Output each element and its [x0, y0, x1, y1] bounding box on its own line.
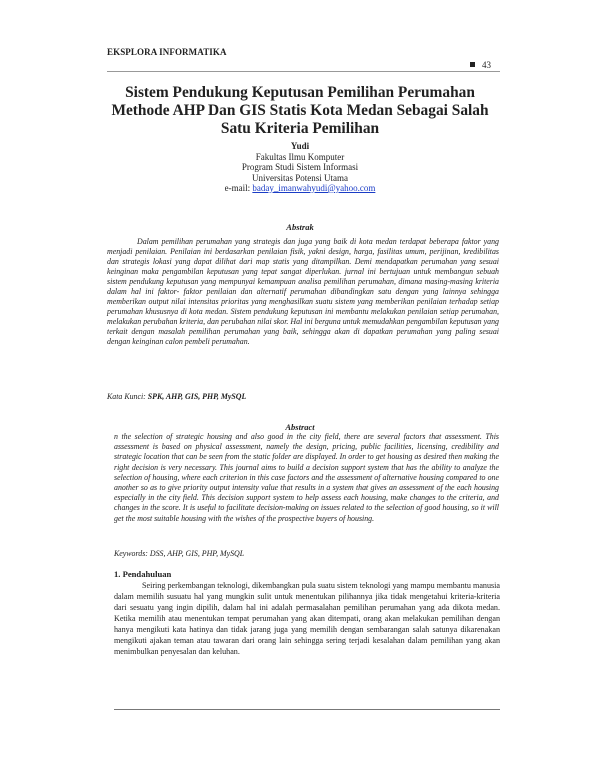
paper-title: Sistem Pendukung Keputusan Pemilihan Perumahan Methode AHP Dan GIS Statis Kota Medan Sebagai Salah Satu Kriteria Pemilihan — [111, 84, 489, 137]
keywords-label: Keywords: — [114, 549, 148, 558]
introduction-text: Seiring perkembangan teknologi, dikembangkan pula suatu sistem teknologi yang mampu membantu manusia dalam memilih susuatu hal yang mungkin sulit untuk menentukan pilihannya jika tidak mengetahui kriteria-kriteria dari sesuatu yang ingin dipilih, dalam hal ini adalah permasalahan pemilihan perumahan yang ada dikota medan. Ketika memilih atau menentukan tempat perumahan yang akan ditempati, orang akan melakukan pemilihan dengan hanya mengikuti kata hatinya dan tidak jarang juga yang memilih dengan sembarangan salah satunya dikarenakan mengikuti ajakan teman atau tawaran dari orang lain sehingga sering terjadi kesalahan dalam pemilihan yang akan menimbulkan penyesalan dan keluhan. — [114, 581, 500, 656]
kata-kunci-line — [107, 392, 499, 401]
footer-divider — [114, 709, 500, 710]
kata-kunci-label: Kata Kunci: — [107, 392, 146, 401]
abstract-body: n the selection of strategic housing and also good in the city field, there are several factors that assessment. This assessment is based on physical assessment, namely the design, pricing, public facilities, licensing, credibility and strategic location that can be seen from the static folder are displayed. In order to get housing as desired then making the right decision is very necessary. This journal aims to build a decision support system that has the ability to analyze the selection of housing, where each criterion in this case factors and the assessment of alternative housing compared to one another so as to give priority output intensity value that results in a system that gives an assessment of the each housing especially in the city field. This decision support system to help assess each housing, make changes to the criteria, and changes in the score. It is useful to facilitate decision-making on issues related to the selection of good housing, so it will get the most suitable housing with the wishes of the prospective buyers of housing. — [114, 432, 499, 523]
author-email-link[interactable]: baday_imanwahyudi@yahoo.com — [252, 182, 376, 193]
email-label: e-mail: — [224, 182, 251, 193]
keywords-line — [114, 549, 499, 558]
author-university: Universitas Potensi Utama — [252, 172, 348, 183]
author-program: Program Studi Sistem Informasi — [241, 162, 359, 173]
page-number-marker — [470, 60, 491, 70]
page-number: 43 — [482, 60, 491, 70]
keywords-values: DSS, AHP, GIS, PHP, MySQL — [149, 549, 245, 558]
square-bullet-icon — [470, 62, 475, 67]
author-faculty: Fakultas Ilmu Komputer — [255, 152, 345, 163]
section-heading-introduction: 1. Pendahuluan — [114, 569, 172, 579]
section-body-introduction — [114, 580, 500, 657]
abstrak-text: Dalam pemilihan perumahan yang strategis dan juga yang baik di kota medan terdapat beberapa faktor yang menjadi penilaian. Penilaian ini berdasarkan penilaian fisik, yakni design, harga, fasilitas umum, perijinan, kredibilitas dan strategis lokasi yang dapat dilihat dari map statis yang ditampilkan. Demi mendapatkan perumahan yang sesuai keinginan maka pengambilan keputusan yang tepat sangat diperlukan. jurnal ini bertujuan untuk membangun sebuah sistem pendukung keputusan yang mempunyai kemampuan analisa pemilihan perumahan, dimana masing-masing kriteria dalam hal ini faktor- faktor penilaian dan alternatif perumahan dibandingkan satu dengan yang lainnya sehingga memberikan output nilai intensitas prioritas yang menghasilkan suatu sistem yang memberikan penilaian terhadap setiap perumahan khususnya di kota medan. Sistem pendukung keputusan ini membantu melakukan penilaian setiap perumahan, melakukan perubahan kriteria, dan perubahan nilai skor. Hal ini berguna untuk memudahkan pengambilan keputusan yang terkait dengan masalah pemilihan perumahan yang baik, sehingga akan di dapatkan perumahan yang paling sesuai dengan keinginan calon pembeli perumahan. — [107, 237, 499, 346]
kata-kunci-values: SPK, AHP, GIS, PHP, MySQL — [147, 392, 247, 401]
abstract-heading: Abstract — [285, 422, 315, 432]
abstrak-heading: Abstrak — [286, 222, 314, 232]
header-divider — [107, 71, 500, 72]
abstrak-body — [107, 237, 499, 347]
author-email-line — [100, 183, 500, 193]
author-name: Yudi — [290, 141, 310, 151]
journal-name: EKSPLORA INFORMATIKA — [107, 47, 227, 57]
author-block — [100, 141, 500, 193]
